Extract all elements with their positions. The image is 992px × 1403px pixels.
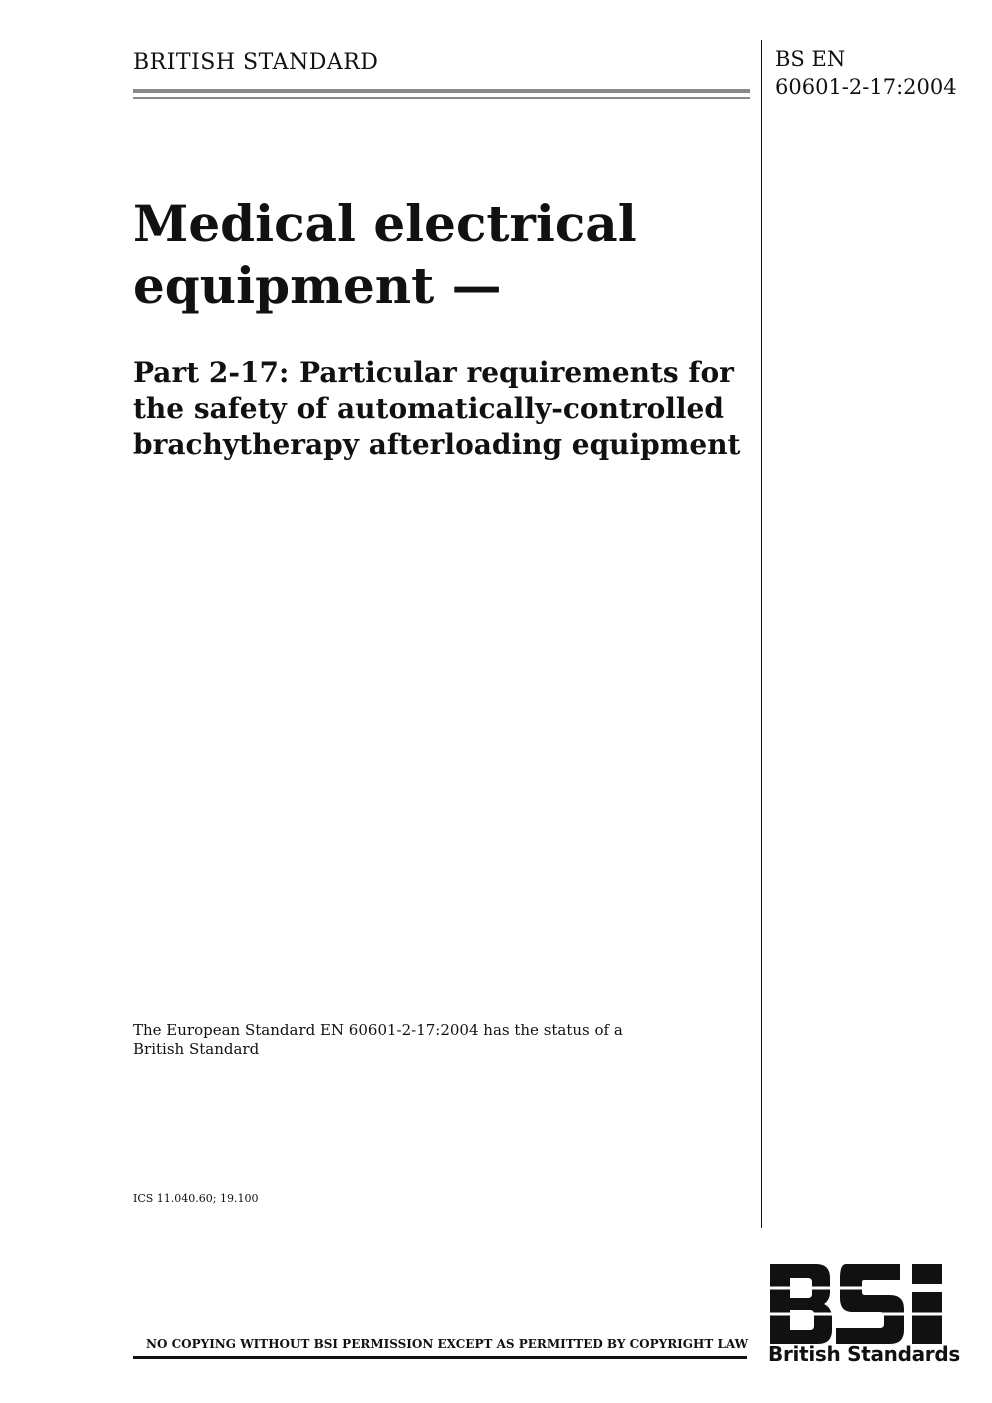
subtitle-line2: the safety of automatically-controlled xyxy=(133,392,724,425)
subtitle-line1: Part 2-17: Particular requirements for xyxy=(133,356,734,389)
standard-number-line1: BS EN xyxy=(775,47,846,71)
copyright-notice: NO COPYING WITHOUT BSI PERMISSION EXCEPT AS PERMITTED BY COPYRIGHT LAW xyxy=(146,1337,749,1351)
title-line2: equipment — xyxy=(133,256,502,315)
document-subtitle xyxy=(133,355,758,463)
header-rule-thick xyxy=(133,89,750,93)
status-line2: British Standard xyxy=(133,1040,260,1058)
document-type-label: BRITISH STANDARD xyxy=(133,50,379,75)
header-rule-thin xyxy=(133,97,750,99)
status-statement xyxy=(133,1021,653,1059)
title-line1: Medical electrical xyxy=(133,194,637,253)
bsi-logo-caption: British Standards xyxy=(768,1342,960,1366)
ics-code: ICS 11.040.60; 19.100 xyxy=(133,1192,259,1205)
standard-number-line2: 60601-2-17:2004 xyxy=(775,75,957,99)
subtitle-line3: brachytherapy afterloading equipment xyxy=(133,428,741,461)
bsi-logo-icon xyxy=(766,1262,946,1346)
document-title xyxy=(133,193,753,317)
standard-number xyxy=(775,45,957,101)
footer-rule xyxy=(133,1356,747,1359)
column-divider xyxy=(761,40,762,1228)
status-line1: The European Standard EN 60601-2-17:2004 has the status of a xyxy=(133,1021,623,1039)
